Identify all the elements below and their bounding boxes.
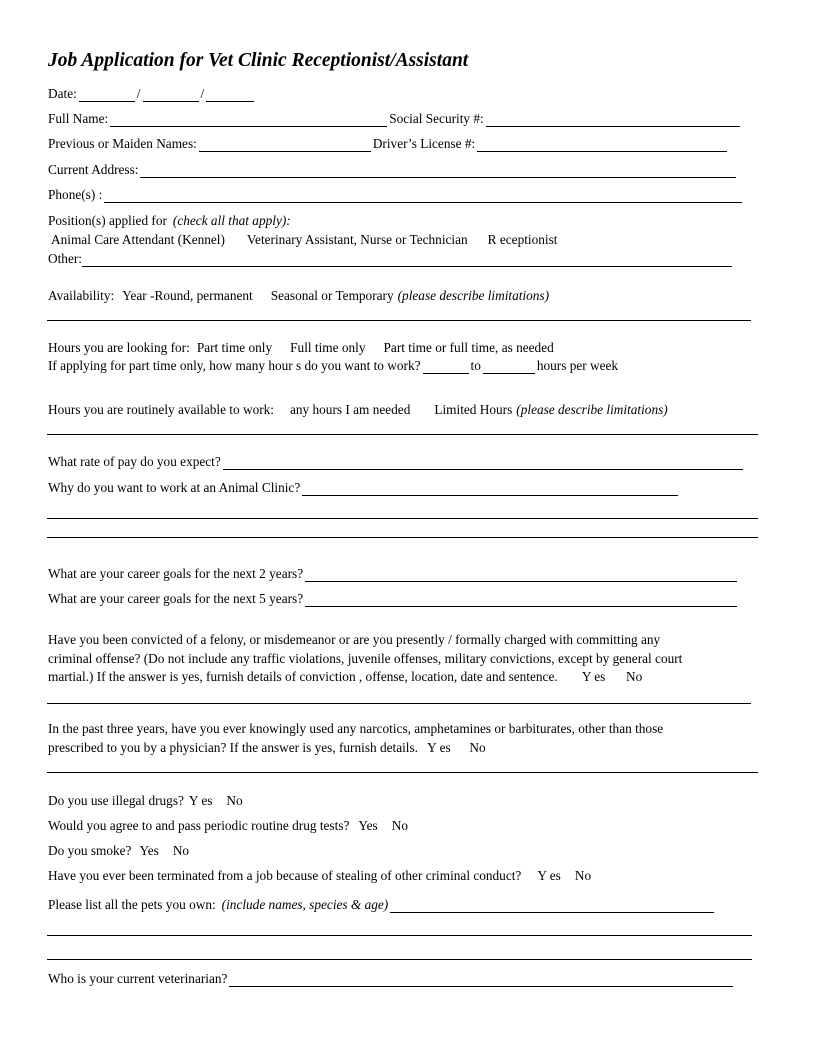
terminated-no-option[interactable]: No [574, 868, 592, 883]
page-title: Job Application for Vet Clinic Receptionist/Assistant [48, 50, 469, 71]
date-separator: / [200, 86, 205, 101]
vet-field[interactable] [229, 973, 733, 987]
narcotics-details-line[interactable] [47, 772, 758, 773]
date-row [48, 84, 256, 102]
other-field[interactable] [82, 253, 732, 267]
drug-tests-no-option[interactable]: No [391, 818, 408, 833]
other-row [48, 249, 734, 267]
drug-tests-question: Would you agree to and pass periodic routine drug tests? [48, 818, 350, 833]
pay-question: What rate of pay do you expect? [48, 454, 221, 469]
date-label: Date: [48, 86, 77, 101]
address-label: Current Address: [48, 162, 139, 177]
smoke-yes-option[interactable]: Yes [139, 843, 159, 858]
drug-tests-yes-option[interactable]: Yes [358, 818, 378, 833]
position-hint: (check all that apply): [172, 213, 291, 228]
drug-tests-row [48, 816, 408, 834]
option-seasonal[interactable]: Seasonal or Temporary [270, 288, 394, 303]
why-line-2[interactable] [47, 518, 758, 519]
availability-details-line[interactable] [47, 320, 751, 321]
pets-field[interactable] [390, 899, 714, 913]
pets-line-3[interactable] [47, 959, 752, 960]
drugs-row [48, 791, 243, 809]
goals-5-field[interactable] [305, 593, 737, 607]
narcotics-line-1: In the past three years, have you ever knowingly used any narcotics, amphetamines or barbiturates, other than those [48, 721, 664, 736]
felony-question [48, 631, 760, 687]
why-field[interactable] [302, 482, 678, 496]
prev-names-field[interactable] [199, 138, 371, 152]
to-label: to [470, 358, 481, 373]
date-separator: / [136, 86, 141, 101]
option-any-hours[interactable]: any hours I am needed [289, 402, 411, 417]
option-animal-care-attendant[interactable]: Animal Care Attendant (Kennel) [51, 232, 225, 247]
availability-hint: (please describe limitations) [397, 288, 550, 303]
drugs-no-option[interactable]: No [226, 793, 243, 808]
per-week-label: hours per week [536, 358, 619, 373]
goals-2-field[interactable] [305, 568, 737, 582]
name-row [48, 109, 742, 127]
narcotics-no-option[interactable]: No [469, 739, 486, 755]
why-question: Why do you want to work at an Animal Clinic? [48, 480, 301, 495]
full-name-field[interactable] [110, 113, 387, 127]
ssn-field[interactable] [486, 113, 740, 127]
availability-row [48, 286, 549, 304]
narcotics-line-2-row [48, 739, 760, 758]
phone-label: Phone(s) : [48, 187, 103, 202]
drivers-license-label: Driver’s License #: [372, 136, 476, 151]
pets-line-2[interactable] [47, 935, 752, 936]
routine-details-line[interactable] [47, 434, 758, 435]
date-month-field[interactable] [79, 88, 135, 102]
drugs-question: Do you use illegal drugs? [48, 793, 184, 808]
option-year-round[interactable]: Year -Round, permanent [122, 288, 253, 303]
vet-question: Who is your current veterinarian? [48, 971, 228, 986]
part-time-hours-row [48, 356, 618, 374]
position-options-row [51, 230, 557, 248]
drugs-yes-option[interactable]: Y es [188, 793, 213, 808]
option-part-or-full[interactable]: Part time or full time, as needed [383, 340, 554, 355]
option-veterinary-assistant[interactable]: Veterinary Assistant, Nurse or Technician [246, 232, 468, 247]
other-label: Other: [48, 251, 82, 266]
prev-names-row [48, 134, 729, 152]
phone-row [48, 185, 744, 203]
part-time-hours-question: If applying for part time only, how many hour s do you want to work? [48, 358, 421, 373]
goals-2-row [48, 564, 739, 582]
felony-details-line[interactable] [47, 703, 751, 704]
goals-5-question: What are your career goals for the next 5 years? [48, 591, 304, 606]
drivers-license-field[interactable] [477, 138, 727, 152]
position-label: Position(s) applied for [48, 213, 167, 228]
hours-row [48, 338, 554, 356]
goals-5-row [48, 589, 739, 607]
option-limited-hours[interactable]: Limited Hours [434, 402, 513, 417]
felony-line-2: criminal offense? (Do not include any traffic violations, juvenile offenses, military convictions, except by general court [48, 650, 683, 666]
address-field[interactable] [140, 164, 736, 178]
routine-row [48, 400, 668, 418]
routine-hint: (please describe limitations) [516, 402, 668, 417]
why-row [48, 478, 680, 496]
ssn-label: Social Security #: [389, 111, 484, 126]
max-hours-field[interactable] [483, 360, 535, 374]
felony-no-option[interactable]: No [626, 669, 643, 684]
terminated-yes-option[interactable]: Y es [537, 868, 561, 883]
terminated-question: Have you ever been terminated from a job because of stealing of other criminal conduct? [48, 868, 522, 883]
narcotics-yes-option[interactable]: Y es [427, 739, 451, 755]
pay-row [48, 452, 745, 470]
smoke-no-option[interactable]: No [172, 843, 190, 858]
hours-label: Hours you are looking for: [48, 340, 190, 355]
option-full-time[interactable]: Full time only [290, 340, 366, 355]
felony-line-3-row [48, 668, 760, 687]
smoke-row [48, 841, 189, 859]
narcotics-line-2: prescribed to you by a physician? If the answer is yes, furnish details. [48, 739, 418, 755]
date-year-field[interactable] [206, 88, 254, 102]
felony-yes-option[interactable]: Y es [581, 669, 606, 684]
vet-row [48, 969, 735, 987]
terminated-row [48, 866, 591, 884]
narcotics-question [48, 720, 760, 757]
option-receptionist[interactable]: R eceptionist [487, 232, 558, 247]
full-name-label: Full Name: [48, 111, 109, 126]
min-hours-field[interactable] [423, 360, 469, 374]
prev-names-label: Previous or Maiden Names: [48, 136, 197, 151]
date-day-field[interactable] [143, 88, 199, 102]
position-row [48, 211, 291, 229]
phone-field[interactable] [104, 189, 742, 203]
pay-field[interactable] [223, 456, 743, 470]
address-row [48, 160, 738, 178]
why-line-3[interactable] [47, 537, 758, 538]
goals-2-question: What are your career goals for the next 2 years? [48, 566, 304, 581]
pets-hint: (include names, species & age) [221, 897, 389, 912]
pets-question: Please list all the pets you own: [48, 897, 216, 912]
felony-line-3: martial.) If the answer is yes, furnish details of conviction , offense, location, date and sentence. [48, 669, 558, 684]
felony-line-1: Have you been convicted of a felony, or misdemeanor or are you presently / formally charged with committing any [48, 632, 661, 647]
routine-label: Hours you are routinely available to work: [48, 402, 274, 417]
option-part-time[interactable]: Part time only [196, 340, 273, 355]
smoke-question: Do you smoke? [48, 843, 132, 858]
availability-label: Availability: [48, 288, 115, 303]
pets-row [48, 895, 716, 913]
